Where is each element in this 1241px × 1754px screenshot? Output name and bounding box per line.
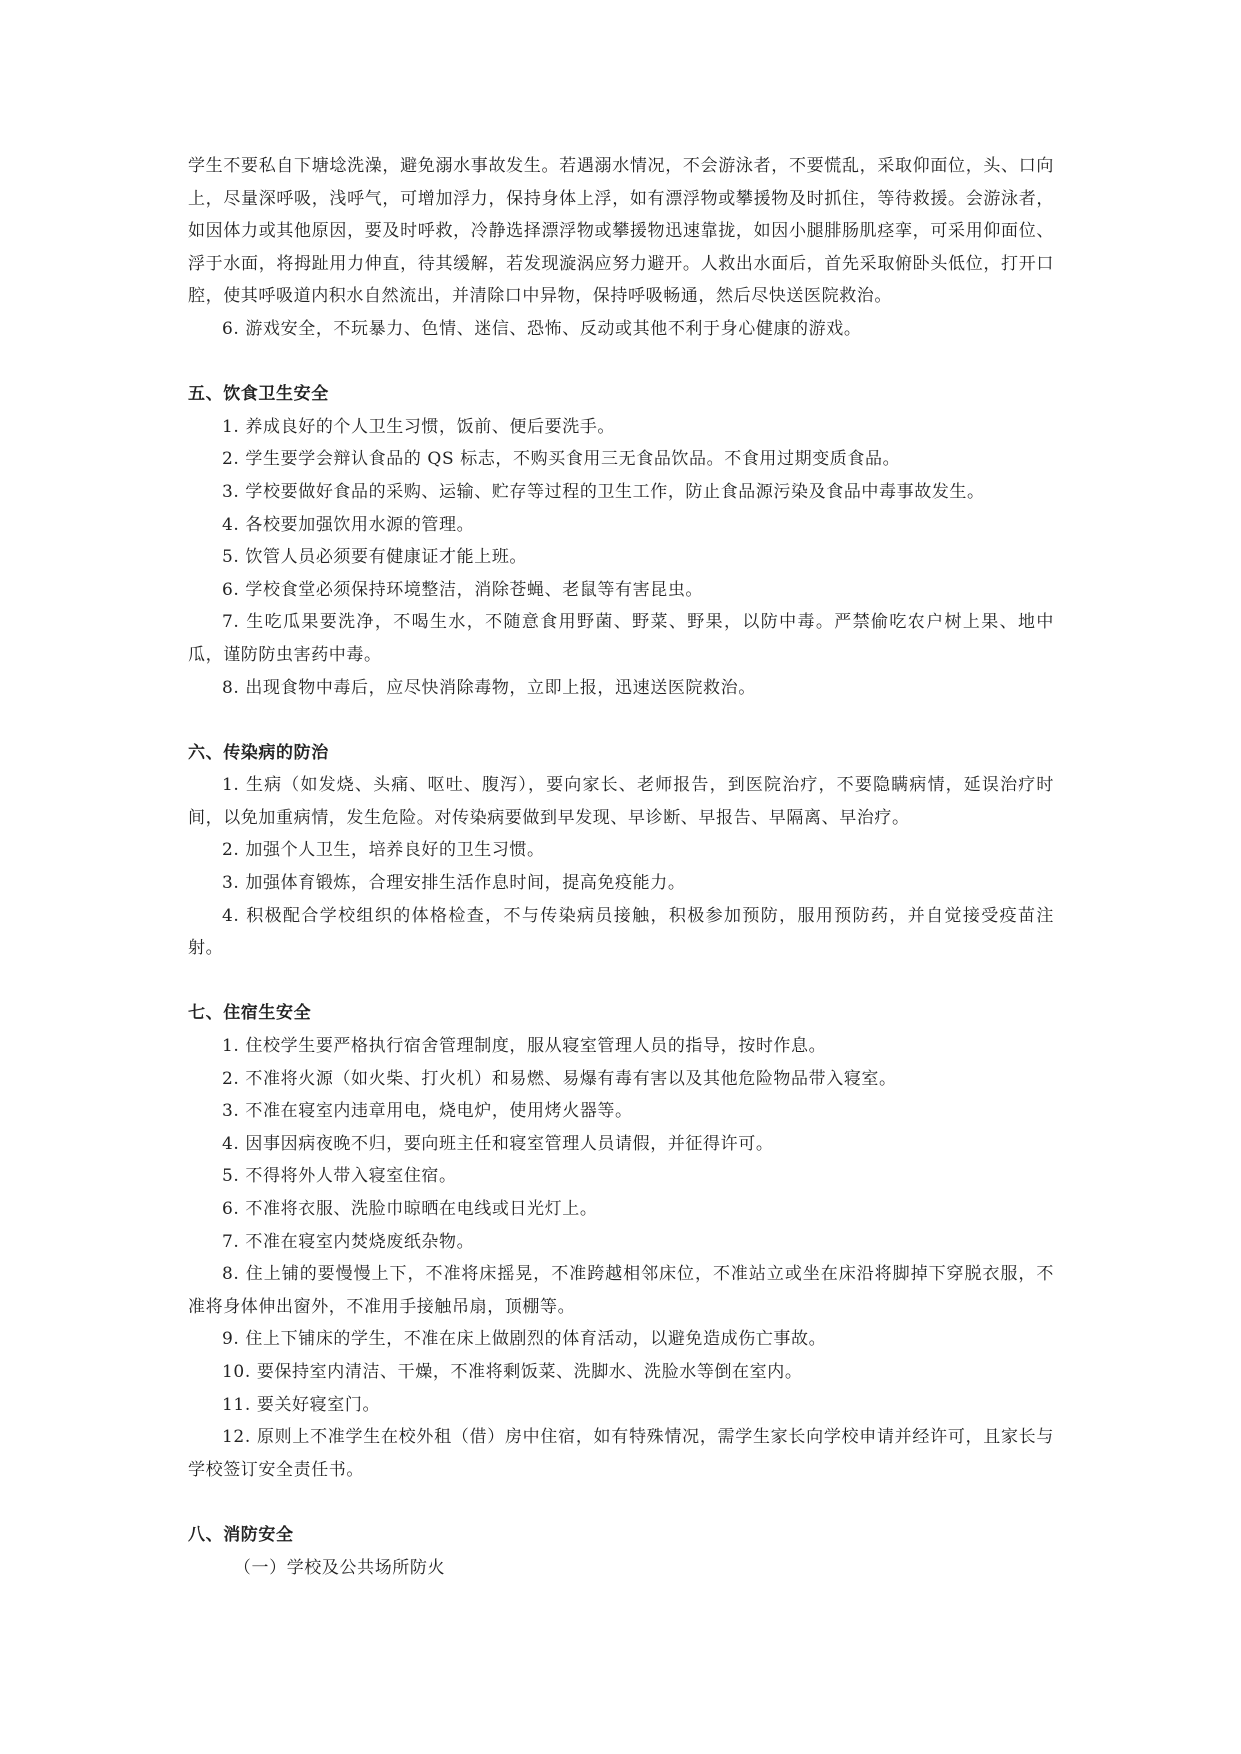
section-5-title: 五、饮食卫生安全 [188, 384, 329, 405]
section-6-item: 3. 加强体育锻炼，合理安排生活作息时间，提高免疫能力。 [222, 873, 686, 894]
section-5-item: 6. 学校食堂必须保持环境整洁，消除苍蝇、老鼠等有害昆虫。 [222, 579, 704, 600]
section-7-item: 2. 不准将火源（如火柴、打火机）和易燃、易爆有毒有害以及其他危险物品带入寝室。 [222, 1068, 897, 1089]
section-6-item: 2. 加强个人卫生，培养良好的卫生习惯。 [222, 840, 545, 861]
section-7-item: 10. 要保持室内清洁、干燥，不准将剩饭菜、洗脚水、洗脸水等倒在室内。 [222, 1361, 803, 1382]
subsection-title: （一）学校及公共场所防火 [233, 1557, 446, 1578]
section-6-item: 1. 生病（如发烧、头痛、呕吐、腹泻），要向家长、老师报告，到医院治疗，不要隐瞒病情，延误治疗时间，以免加重病情，发生危险。对传染病要做到早发现、早诊断、早报告、早隔离、早治疗。 [188, 775, 1054, 828]
section-7-item: 1. 住校学生要严格执行宿舍管理制度，服从寝室管理人员的指导，按时作息。 [222, 1036, 827, 1057]
section-7-item: 12. 原则上不准学生在校外租（借）房中住宿，如有特殊情况，需学生家长向学校申请并经许可，且家长与学校签订安全责任书。 [188, 1427, 1054, 1480]
section-7-item: 8. 住上铺的要慢慢上下，不准将床摇晃，不准跨越相邻床位，不准站立或坐在床沿将脚掉下穿脱衣服，不准将身体伸出窗外，不准用手接触吊扇，顶棚等。 [188, 1264, 1054, 1317]
section-8-title: 八、消防安全 [188, 1524, 294, 1545]
section-7-item: 7. 不准在寝室内焚烧废纸杂物。 [222, 1231, 475, 1252]
section-7-item: 4. 因事因病夜晚不归，要向班主任和寝室管理人员请假，并征得许可。 [222, 1133, 774, 1154]
section-5-item: 7. 生吃瓜果要洗净，不喝生水，不随意食用野菌、野菜、野果，以防中毒。严禁偷吃农户树上果、地中瓜，谨防防虫害药中毒。 [188, 612, 1054, 665]
section-5-item: 2. 学生要学会辩认食品的 QS 标志，不购买食用三无食品饮品。不食用过期变质食品。 [222, 449, 901, 470]
section-7-item: 11. 要关好寝室门。 [222, 1394, 381, 1415]
section-6-title: 六、传染病的防治 [188, 742, 329, 763]
section-6-item: 4. 积极配合学校组织的体格检查，不与传染病员接触，积极参加预防，服用预防药，并自觉接受疫苗注射。 [188, 905, 1054, 959]
section-7-item: 5. 不得将外人带入寝室住宿。 [222, 1166, 457, 1187]
section-7-item: 3. 不准在寝室内违章用电，烧电炉，使用烤火器等。 [222, 1101, 633, 1122]
section-5-item: 3. 学校要做好食品的采购、运输、贮存等过程的卫生工作，防止食品源污染及食品中毒事故发生。 [222, 481, 985, 502]
section-5-item: 5. 饮管人员必须要有健康证才能上班。 [222, 547, 528, 568]
section-7-title: 七、住宿生安全 [188, 1003, 312, 1024]
section-5-item: 4. 各校要加强饮用水源的管理。 [222, 514, 475, 535]
section-5-item: 8. 出现食物中毒后，应尽快消除毒物，立即上报，迅速送医院救治。 [222, 677, 756, 698]
section-5-item: 1. 养成良好的个人卫生习惯，饭前、便后要洗手。 [222, 416, 616, 437]
section-7-item: 6. 不准将衣服、洗脸巾晾晒在电线或日光灯上。 [222, 1199, 598, 1219]
intro-item-6: 6. 游戏安全，不玩暴力、色情、迷信、恐怖、反动或其他不利于身心健康的游戏。 [222, 318, 862, 339]
intro-paragraph: 学生不要私自下塘埝洗澡，避免溺水事故发生。若遇溺水情况，不会游泳者，不要慌乱，采取仰面位，头、口向上，尽量深呼吸，浅呼气，可增加浮力，保持身体上浮，如有漂浮物或攀援物及时抓住，等待救援。会游泳者，如因体力或其他原因，要及时呼救，冷静选择漂浮物或攀援物迅速靠拢，如因小腿腓肠肌痉挛，可采用仰面位、浮于水面，将拇趾用力伸直，待其缓解，若发现漩涡应努力避开。人救出水面后，首先采取俯卧头低位，打开口腔，使其呼吸道内积水自然流出，并清除口中异物，保持呼吸畅通，然后尽快送医院救治。 [188, 156, 1054, 307]
document-page [188, 150, 1054, 1584]
section-7-item: 9. 住上下铺床的学生，不准在床上做剧烈的体育活动，以避免造成伤亡事故。 [222, 1329, 827, 1350]
